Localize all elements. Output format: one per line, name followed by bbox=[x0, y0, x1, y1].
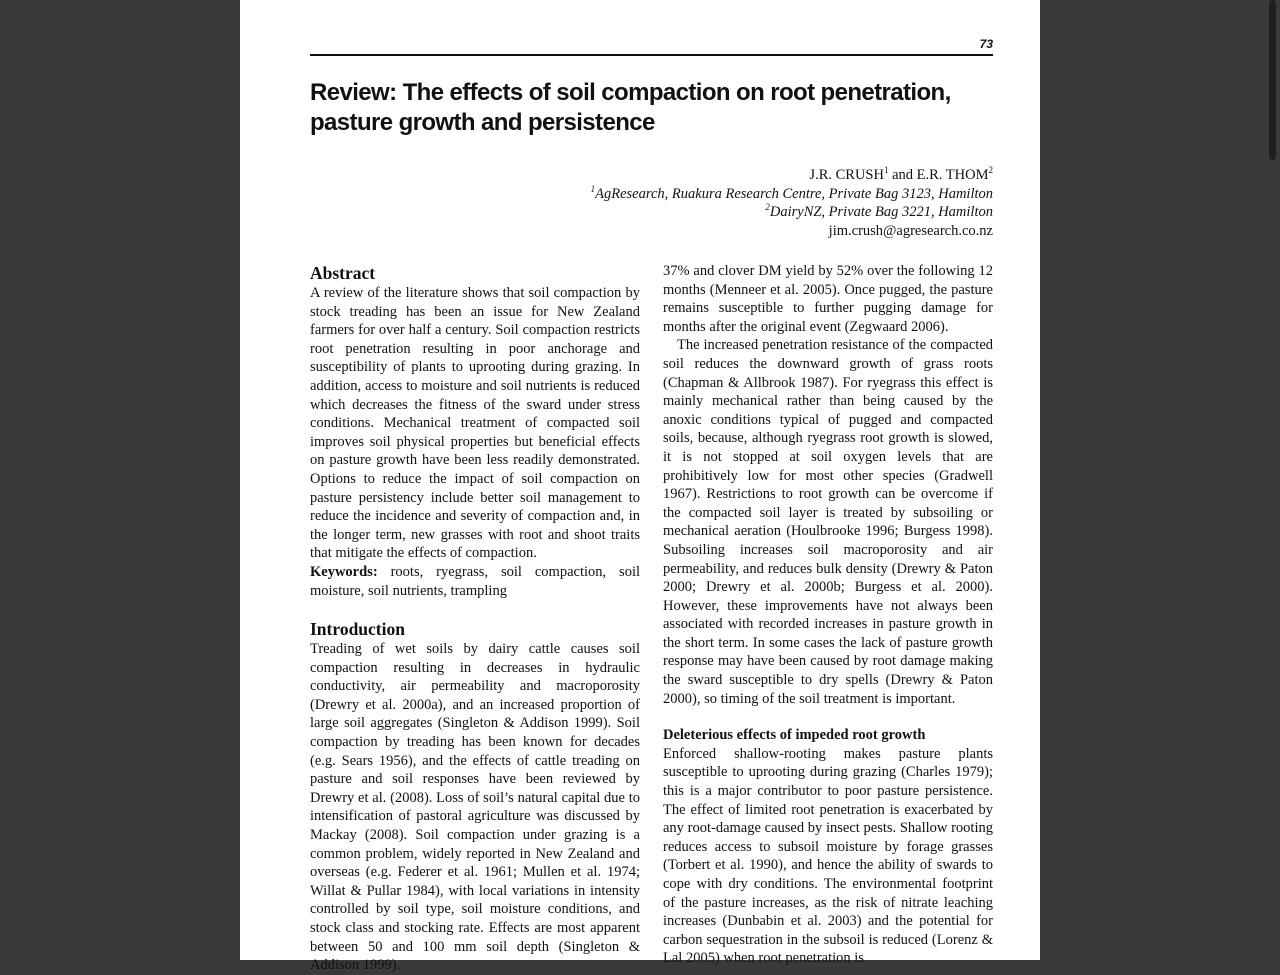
section-subheading: Deleterious effects of impeded root growth bbox=[663, 727, 926, 744]
paragraph-shallow-rooting: Enforced shallow-rooting makes pasture plants susceptible to uprooting during grazing (Charles 1979); this is a major contributor to poor pasture persistence. The effect of limited root penetration is exacerbated by any root-damage caused by insect pests. Shallow rooting reduces access to subsoil moisture by forage grasses (Torbert et al. 1990), and hence the ability of swards to cope with dry conditions. The environmental footprint of the pasture increases, as the risk of nitrate leaching increases (Dunbabin et al. 2003) and the potential for carbon sequestration in the subsoil is reduced (Lorenz & Lal 2005) when root penetration is bbox=[663, 745, 993, 967]
author-email: jim.crush@agresearch.co.nz bbox=[828, 222, 993, 239]
affiliation-2-text: DairyNZ, Private Bag 3221, Hamilton bbox=[769, 204, 993, 220]
abstract-body: A review of the literature shows that soil compaction by stock treading has been an issue for New Zealand farmers for over half a century. Soil compaction restricts root penetration resulting in poor anchorage and susceptibility of plants to uprooting during grazing. In addition, access to moisture and soil nutrients is reduced which decreases the fitness of the sward under stress conditions. Mechanical treatment of compacted soil improves soil physical properties but beneficial effects on pasture growth have been less readily demonstrated. Options to reduce the impact of soil compaction on pasture persistency include better soil management to reduce the incidence and severity of compaction and, in the longer term, new grasses with root and shoot traits that mitigate the effects of compaction. bbox=[310, 285, 640, 562]
right-column bbox=[663, 262, 993, 968]
author-1-sup: 1 bbox=[883, 165, 889, 176]
affiliation-1-sup: 1 bbox=[590, 183, 596, 194]
document-page bbox=[240, 0, 1040, 974]
left-column bbox=[310, 262, 640, 975]
scrollbar-thumb[interactable] bbox=[1269, 0, 1276, 160]
affiliation-1-text: AgResearch, Ruakura Research Centre, Private Bag 3123, Hamilton bbox=[595, 185, 993, 202]
affiliation-2 bbox=[591, 203, 993, 222]
author-2-sup: 2 bbox=[988, 165, 993, 176]
author-2: and E.R. THOM bbox=[888, 167, 989, 183]
introduction-paragraph-1: Treading of wet soils by dairy cattle causes soil compaction resulting in decreases in hydraulic conductivity, air permeability and macroporosity (Drewry et al. 2000a), and an increased proportion of large soil aggregates (Singleton & Addison 1999). Soil compaction by treading has been known for decades (e.g. Sears 1956), and the effects of cattle treading on pasture and soil responses have been reviewed by Drewry et al. (2008). Loss of soil’s natural capital due to intensification of pastoral agriculture was discussed by Mackay (2008). Soil compaction under grazing is a common problem, widely reported in New Zealand and overseas (e.g. Federer et al. 1961; Mullen et al. 1974; Willat & Pullar 1984), with local variations in intensity controlled by soil type, soil moisture conditions, and stock class and stocking rate. Effects are most apparent between 50 and 100 mm soil depth (Singleton & Addison 1999). bbox=[310, 641, 640, 974]
author-1: J.R. CRUSH bbox=[809, 167, 884, 183]
keywords-label: Keywords: bbox=[310, 563, 378, 580]
continued-paragraph: 37% and clover DM yield by 52% over the following 12 months (Menneer et al. 2005). Once pugged, the pasture remains susceptible to further pugging damage for months after the original event (Zegwaard 2006). bbox=[663, 263, 993, 335]
keywords-text: roots, ryegrass, soil compaction, soil moisture, soil nutrients, trampling bbox=[310, 563, 641, 599]
keywords bbox=[310, 563, 640, 600]
paper-title: Review: The effects of soil compaction on root penetration, pasture growth and persistence bbox=[310, 79, 951, 136]
page-number: 73 bbox=[979, 37, 993, 51]
paragraph-penetration-resistance: The increased penetration resistance of the compacted soil reduces the downward growth of grass roots (Chapman & Allbrook 1987). For ryegrass this effect is mainly mechanical rather than being caused by the anoxic conditions typical of pugged and compacted soils, because, although ryegrass root growth is slowed, it is not stopped at soil oxygen levels that are prohibitively low for most other species (Gradwell 1967). Restrictions to root growth can be overcome if the compacted soil layer is treated by subsoiling or mechanical aeration (Houlbrooke 1996; Burgess 1998). Subsoiling increases soil macroporosity and air permeability, and reduces bulk density (Drewry & Paton 2000; Drewry et al. 2000b; Burgess et al. 2000). However, these improvements have not always been associated with recorded increases in pasture growth in the short term. In some cases the lack of pasture growth response may have been caused by root damage making the sward susceptible to dry spells (Drewry & Paton 2000), so timing of the soil treatment is important. bbox=[663, 337, 993, 707]
header-rule bbox=[310, 54, 993, 56]
author-names bbox=[591, 166, 993, 185]
affiliation-1 bbox=[591, 185, 993, 204]
author-block bbox=[591, 166, 993, 240]
abstract-heading: Abstract bbox=[310, 263, 376, 283]
introduction-heading: Introduction bbox=[310, 619, 405, 640]
affiliation-2-sup: 2 bbox=[765, 202, 770, 213]
